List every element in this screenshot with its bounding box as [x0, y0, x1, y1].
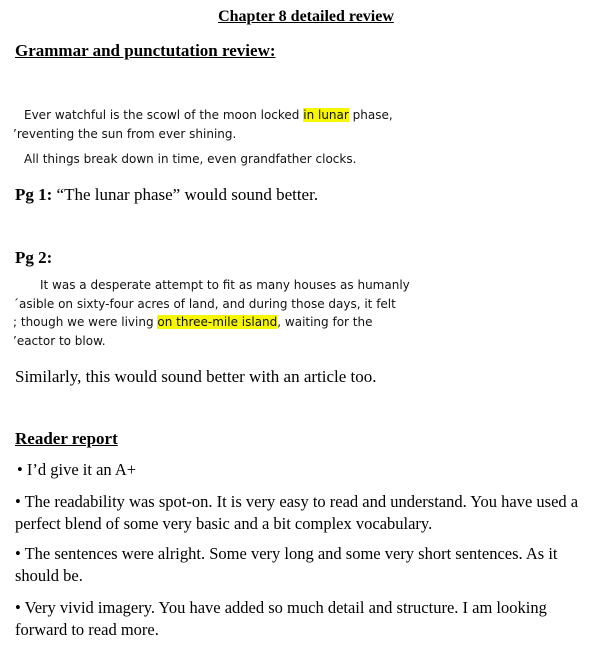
pg1-text: “The lunar phase” would sound better. [52, 185, 319, 204]
bullet-3: • The sentences were alright. Some very long and some very short sentences. As it should be. [15, 544, 558, 585]
similarly-comment: Similarly, this would sound better with an article too. [15, 367, 377, 386]
bullet-2: • The readability was spot-on. It is very easy to read and understand. You have used a perfect blend of some very basic and a bit complex vocabulary. [15, 492, 579, 533]
reader-report-heading: Reader report [15, 429, 118, 448]
bullet-4: • Very vivid imagery. You have added so much detail and structure. I am looking forward to read more. [15, 598, 547, 639]
excerpt-1-line-1 [24, 106, 393, 125]
excerpt-1-line-2: ’reventing the sun from ever shining. [13, 127, 237, 141]
bullet-1: • I’d give it an A+ [17, 460, 137, 479]
excerpt-2-line-1: It was a desperate attempt to fit as many houses as humanly [40, 278, 410, 292]
excerpt-2-line-2: ´asible on sixty-four acres of land, and during those days, it felt [13, 297, 396, 311]
pg1-comment [15, 184, 318, 206]
excerpt-2-line-3-post: , waiting for the [277, 315, 373, 329]
excerpt-1-line-3: All things break down in time, even grandfather clocks. [24, 152, 357, 166]
excerpt-2-line-3-pre: ; though we were living [13, 315, 158, 329]
excerpt-1-highlight: in lunar [303, 108, 349, 122]
document-title: Chapter 8 detailed review [218, 8, 394, 25]
excerpt-2-highlight: on three-mile island [157, 315, 278, 329]
grammar-heading: Grammar and punctutation review: [15, 41, 276, 60]
excerpt-2-line-4: ’eactor to blow. [13, 334, 106, 348]
excerpt-1-line-1-post: phase, [348, 108, 393, 122]
pg2-label: Pg 2: [15, 248, 53, 267]
excerpt-1-line-1-pre: Ever watchful is the scowl of the moon locked [24, 108, 304, 122]
pg1-label: Pg 1: [15, 185, 53, 204]
excerpt-2-line-3 [13, 313, 372, 332]
